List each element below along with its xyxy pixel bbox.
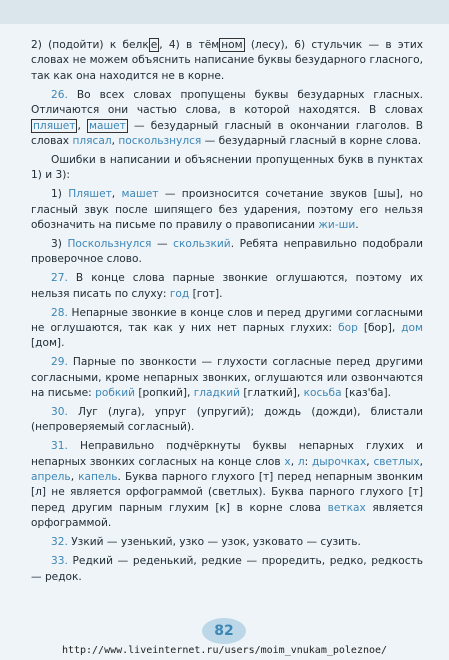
- text: ,: [77, 119, 87, 132]
- text: . Ребята неправильно подобрали проверочное слово.: [31, 237, 423, 266]
- highlighted-word: х: [284, 455, 291, 468]
- highlighted-word: дом: [401, 321, 424, 334]
- text: Во всех словах пропущены буквы безударных гласных. Отличаются они частью слова, в которой находятся. В словах: [31, 88, 423, 117]
- text: — произносится сочетание звуков [шы], но гласный звук после шипящего без ударения, поэтому его нельзя обозначить на письме по правилу о правописании: [31, 188, 423, 231]
- error-3: [31, 237, 423, 268]
- text: [ропкий],: [135, 387, 194, 400]
- text: [гот].: [189, 287, 223, 300]
- highlighted-word: гладкий: [193, 387, 241, 400]
- highlighted-word: л: [297, 455, 305, 468]
- text: [каз'ба].: [341, 387, 392, 400]
- exercise-number: 32.: [51, 536, 68, 549]
- text: (лесу), 6) стульч: [244, 39, 349, 51]
- answer-29: [31, 355, 423, 401]
- highlighted-word: Поскользнулся: [67, 237, 152, 250]
- exercise-number: 29.: [51, 356, 68, 369]
- highlighted-word: поскользнулся: [118, 134, 202, 147]
- text: Неправильно подчёркнуты буквы непарных глухих и непарных звонких согласных на конце слов: [31, 440, 423, 468]
- text: [дом].: [31, 337, 65, 350]
- text: — безударный гласный в окончании глаголов. В словах: [31, 119, 423, 147]
- answer-26: [31, 88, 423, 150]
- exercise-number: 26.: [51, 88, 68, 101]
- answer-32: [31, 535, 423, 550]
- highlighted-word: год: [169, 287, 190, 300]
- text: :: [304, 455, 312, 468]
- highlighted-word: Пляшет: [68, 188, 112, 201]
- text: [бор],: [357, 321, 402, 334]
- page-number: 82: [214, 623, 234, 639]
- highlighted-word: робкий: [95, 387, 136, 400]
- text: Непарные звонкие в конце слов и перед другими согласными не оглушаются, так как у них нет парных глухих:: [31, 306, 423, 334]
- answer-31: [31, 439, 423, 531]
- text: —: [151, 237, 174, 250]
- text: Луг (луга), упруг (упругий); дождь (дожди), блистали (непроверяемый согласный).: [31, 405, 423, 434]
- highlighted-word: скользкий: [173, 237, 231, 250]
- highlighted-word: бор: [338, 321, 358, 334]
- text: 2) (подойти) к белк: [31, 39, 149, 51]
- page-number-badge: [202, 618, 246, 644]
- exercise-number: 27.: [51, 272, 68, 285]
- highlighted-word: ветках: [327, 501, 366, 514]
- text: ,: [111, 134, 119, 147]
- header-band: [0, 0, 449, 24]
- text: В конце слова парные звонкие оглушаются, поэтому их нельзя писать по слуху:: [31, 272, 423, 300]
- text: Узкий — узенький, узко — узок, узковато — сузить.: [67, 536, 361, 549]
- highlighted-word: плясал: [72, 134, 112, 147]
- item-number: 1): [51, 188, 62, 201]
- boxed-ending: ном: [221, 39, 243, 51]
- highlighted-word: апрель: [31, 471, 71, 484]
- answer-30: [31, 405, 423, 436]
- text: , 4) в тём: [159, 39, 220, 51]
- text: ,: [366, 455, 374, 468]
- boxed-ending: е: [150, 39, 158, 51]
- item-number: 3): [51, 237, 62, 250]
- exercise-number: 33.: [51, 555, 68, 568]
- errors-intro: [31, 153, 423, 184]
- text: к — в этих словах не можем объяснить написание буквы безударного гласного, так как она находится не в корне.: [31, 39, 423, 82]
- text: [глаткий],: [240, 387, 304, 400]
- highlighted-word: пляшет: [33, 119, 76, 132]
- text: ,: [419, 455, 423, 468]
- highlighted-word: капель: [78, 471, 118, 484]
- highlighted-word: машет: [88, 119, 126, 132]
- text: Парные по звонкости — глухости согласные перед другими согласными, кроме непарных звонких, оглушаются или озвончаются на письме:: [31, 356, 423, 400]
- text: ,: [70, 471, 79, 484]
- paragraph-continued: [31, 38, 423, 84]
- marked-letter: и: [348, 39, 356, 51]
- highlighted-word: косьба: [303, 387, 342, 400]
- answer-27: [31, 271, 423, 302]
- text: . Буква парного глухого [т] перед непарным звонким [л] не является орфограммой (светлых). Буква парного глухого [т] перед другим парным глухим [к] в корне слова: [31, 471, 423, 514]
- exercise-number: 31.: [51, 440, 68, 453]
- answer-33: [31, 554, 423, 585]
- exercise-number: 30.: [51, 405, 68, 418]
- highlighted-word: жи-ши: [318, 218, 356, 231]
- answer-28: [31, 306, 423, 352]
- exercise-number: 28.: [51, 306, 68, 319]
- text: ,: [111, 188, 122, 201]
- text: — безударный гласный в корне слова.: [201, 134, 422, 147]
- text: Ошибки в написании и объяснении пропущенных букв в пунктах 1) и 3):: [31, 153, 423, 182]
- highlighted-word: машет: [121, 188, 159, 201]
- error-1: [31, 187, 423, 233]
- footer-url[interactable]: http://www.liveinternet.ru/users/moim_vnukam_poleznoe/: [61, 645, 388, 656]
- text: .: [355, 218, 359, 231]
- text: ,: [290, 455, 298, 468]
- highlighted-word: дырочках: [311, 455, 367, 468]
- text: является орфограммой.: [31, 501, 423, 530]
- page-content: [31, 38, 423, 588]
- text: Редкий — реденький, редкие — проредить, редко, редкость — редок.: [31, 555, 423, 583]
- highlighted-word: светлых: [373, 455, 420, 468]
